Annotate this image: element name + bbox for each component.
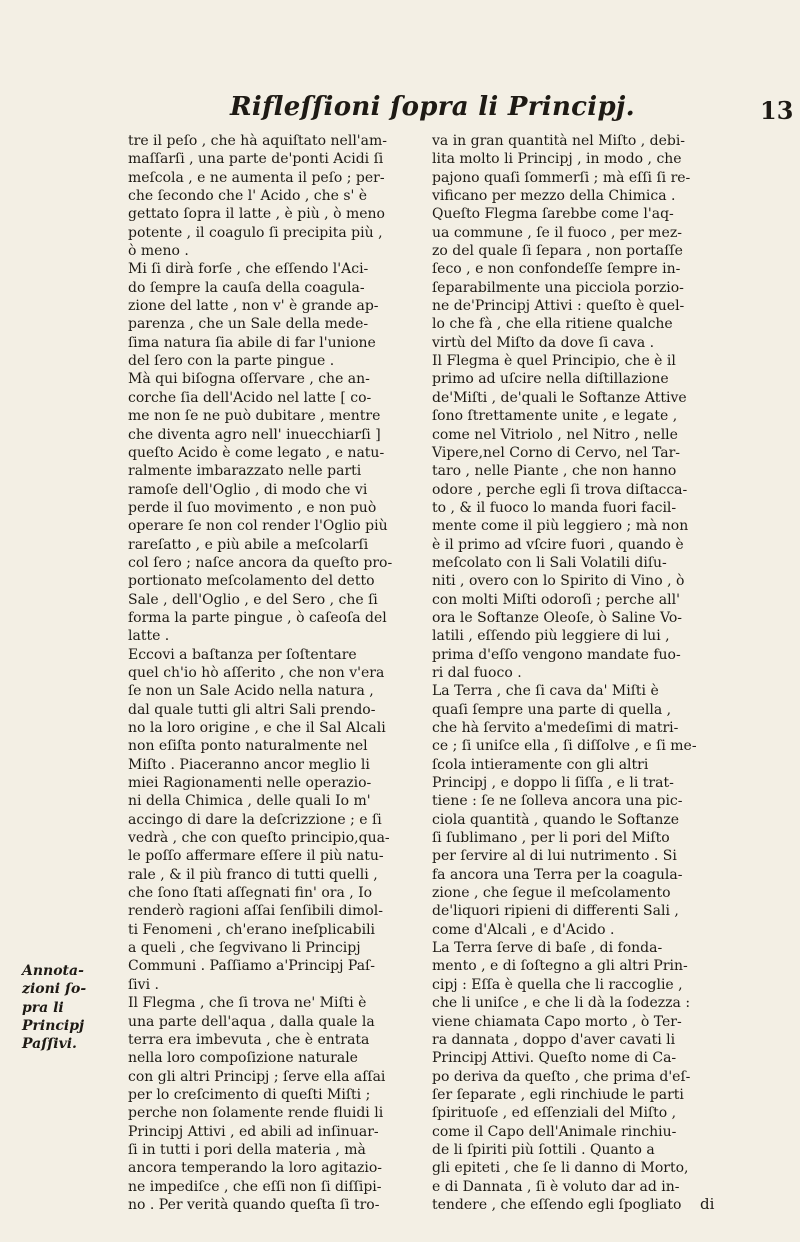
text-line: zione , che ſegue il meſcolamento — [432, 885, 671, 902]
text-line: queſto Acido è come legato , e natu- — [128, 444, 385, 461]
text-line: con gli altri Principj ; ſerve ella aſſai — [128, 1068, 386, 1085]
text-line: Il Flegma , che ſi trova ne' Miſti è — [128, 995, 367, 1012]
text-line: va in gran quantità nel Miſto , debi- — [432, 133, 686, 149]
text-line: ſpirituoſe , ed eſſenziali del Miſto , — [432, 1105, 677, 1122]
text-line: renderò ragioni aſſai ſenſibili dimol- — [128, 903, 383, 920]
text-line: ſer ſeparate , egli rinchiude le parti — [432, 1086, 684, 1103]
text-line: del ſero con la parte pingue . — [128, 353, 335, 370]
left-text-column — [128, 132, 393, 1214]
text-line: ramoſe dell'Oglio , di modo che vi — [128, 481, 368, 498]
text-line: po deriva da queſto , che prima d'eſ- — [432, 1068, 691, 1085]
text-line: le poſſo affermare eſſere il più natu- — [128, 848, 384, 865]
text-line: ſi ſublimano , per li pori del Miſto — [432, 830, 670, 847]
text-line: ſivi . — [128, 976, 159, 993]
text-line: La Terra , che ſi cava da' Miſti è — [432, 683, 659, 700]
text-line: con molti Miſti odoroſi ; perche all' — [432, 591, 680, 608]
text-line: rale , & il più franco di tutti quelli , — [128, 866, 378, 883]
text-line: accingo di dare la deſcrizzione ; e ſi — [128, 811, 382, 828]
text-line: quel ch'io hò aſſerito , che non v'era — [128, 664, 385, 681]
text-line: miei Ragionamenti nelle operazio- — [128, 775, 372, 792]
text-line: che hà ſervito a'medeſimi di matri- — [432, 720, 679, 736]
text-line: niti , overo con lo Spirito di Vino , ò — [432, 573, 685, 590]
text-line: una parte dell'aqua , dalla quale la — [128, 1013, 375, 1030]
text-line: tiene : ſe ne ſolleva ancora una pic- — [432, 793, 683, 810]
margin-note-line: Principj — [22, 1018, 85, 1035]
text-line: Mà qui biſogna oſſervare , che an- — [128, 371, 370, 388]
text-line: è il primo ad vſcire fuori , quando è — [432, 536, 684, 553]
text-line: corche ſia dell'Acido nel latte [ co- — [128, 389, 372, 406]
text-line: virtù del Miſto da dove ſi cava . — [432, 334, 655, 351]
text-line: perche non ſolamente rende fluidi li — [128, 1105, 384, 1122]
running-head: Rifleſſioni ſopra li Principj. — [230, 92, 635, 122]
text-line: ne impediſce , che eſſi non ſi diſſipi- — [128, 1178, 382, 1195]
text-line: zione del latte , non v' è grande ap- — [128, 298, 379, 315]
text-line: latte . — [128, 628, 170, 645]
text-line: do ſempre la cauſa della coagula- — [128, 279, 365, 296]
text-line: mente come il più leggiero ; mà non — [432, 518, 689, 535]
text-line: fa ancora una Terra per la coagula- — [432, 866, 683, 883]
text-line: de'liquori ripieni di differenti Sali , — [432, 903, 679, 920]
text-line: ſe non un Sale Acido nella natura , — [128, 683, 374, 700]
text-line: Vipere,nel Corno di Cervo, nel Tar- — [432, 444, 681, 461]
margin-note-line: pra li — [22, 999, 64, 1016]
text-line: come d'Alcali , e d'Acido . — [432, 921, 615, 938]
text-line: lita molto li Principj , in modo , che — [432, 151, 682, 168]
text-line: Mi ſi dirà forſe , che eſſendo l'Aci- — [128, 261, 369, 278]
text-line: Communi . Paſſiamo a'Principj Paſ- — [128, 958, 375, 975]
text-line: de li ſpiriti più ſottili . Quanto a — [432, 1141, 655, 1158]
text-line: pajono quaſi ſommerſi ; mà eſſi ſi re- — [432, 169, 691, 186]
text-line: meſcolato con li Sali Volatili diſu- — [432, 554, 667, 571]
text-line: mento , e di ſoſtegno a gli altri Prin- — [432, 958, 688, 975]
text-line: ri dal fuoco . — [432, 664, 522, 681]
text-line: primo ad uſcire nella diſtillazione — [432, 371, 669, 388]
text-line: ua commune , ſe il fuoco , per mez- — [432, 224, 682, 241]
text-line: no . Per verità quando queſta ſi tro- — [128, 1196, 380, 1213]
text-line: quaſi ſempre una parte di quella , — [432, 701, 672, 718]
text-line: ni della Chimica , delle quali Io m' — [128, 793, 371, 810]
text-line: meſcola , e ne aumenta il peſo ; per- — [128, 169, 385, 186]
text-line: ra dannata , doppo d'aver cavati li — [432, 1031, 676, 1048]
text-line: come il Capo dell'Animale rinchiu- — [432, 1123, 677, 1140]
text-line: che ſecondo che l' Acido , che s' è — [128, 188, 368, 205]
text-line: ralmente imbarazzato nelle parti — [128, 463, 362, 480]
text-line: taro , nelle Piante , che non hanno — [432, 463, 677, 480]
text-line: per ſervire al di lui nutrimento . Si — [432, 848, 677, 865]
text-line: vificano per mezzo della Chimica . — [432, 188, 676, 205]
text-line: che diventa agro nell' inuecchiarſi ] — [128, 426, 381, 443]
text-line: Eccovi a baſtanza per ſoſtentare — [128, 646, 357, 663]
text-line: Il Flegma è quel Principio, che è il — [432, 353, 676, 370]
right-text-column — [432, 132, 732, 1214]
text-line: ſi in tutti i pori della materia , mà — [128, 1141, 366, 1158]
text-line: ſeco , e non confondeſſe ſempre in- — [432, 261, 681, 278]
text-line: Principj , e doppo li ſiſſa , e li trat- — [432, 775, 674, 792]
text-line: gettato ſopra il latte , è più , ò meno — [128, 206, 385, 223]
text-line: ſima natura ſia abile di far l'unione — [128, 334, 376, 351]
text-line: ti Fenomeni , ch'erano ineſplicabili — [128, 921, 376, 938]
text-line: de'Miſti , de'quali le Softanze Attive — [432, 389, 687, 406]
text-line: Miſto . Piaceranno ancor meglio li — [128, 756, 370, 773]
text-line: non eſiſta ponto naturalmente nel — [128, 738, 368, 755]
text-line: ò meno . — [128, 243, 189, 260]
text-line: perde il ſuo movimento , e non può — [128, 499, 377, 516]
text-line: col ſero ; naſce ancora da queſto pro- — [128, 554, 393, 571]
text-line: Queſto Flegma ſarebbe come l'aq- — [432, 206, 674, 223]
text-line: operare ſe non col render l'Oglio più — [128, 518, 388, 535]
text-line: che ſono ſtati aſſegnati fin' ora , Io — [128, 885, 373, 902]
text-line: no la loro origine , e che il Sal Alcali — [128, 720, 386, 736]
text-line: potente , il coagulo ſi precipita più , — [128, 224, 383, 241]
text-line: rareſatto , e più abile a meſcolarſi — [128, 536, 369, 553]
text-line: latili , eſſendo più leggiere di lui , — [432, 628, 670, 645]
text-line: zo del quale ſi ſepara , non portaſſe — [432, 243, 683, 260]
text-line: vedrà , che con queſto principio,qua- — [128, 830, 390, 847]
text-line: Principj Attivi , ed abili ad inſinuar- — [128, 1123, 379, 1140]
margin-note-line: zioni ſo- — [22, 981, 87, 998]
text-line: come nel Vitriolo , nel Nitro , nelle — [432, 426, 678, 443]
text-line: lo che fà , che ella ritiene qualche — [432, 316, 673, 333]
text-line: portionato meſcolamento del detto — [128, 573, 375, 590]
text-line: ſcola intieramente con gli altri — [432, 756, 649, 773]
page-number: 13 — [760, 96, 794, 125]
text-line: to , & il fuoco lo manda fuori facil- — [432, 499, 677, 516]
text-line: a queli , che ſegvivano li Principj — [128, 940, 361, 957]
text-line: me non ſe ne può dubitare , mentre — [128, 408, 381, 425]
text-line: terra era imbevuta , che è entrata — [128, 1031, 370, 1048]
text-line: ancora temperando la loro agitazio- — [128, 1160, 382, 1177]
text-line: cipj : Eſſa è quella che li raccoglie , — [432, 976, 683, 993]
text-line: Principj Attivi. Queſto nome di Ca- — [432, 1050, 677, 1067]
text-line: che li uniſce , e che li dà la ſodezza : — [432, 995, 691, 1012]
text-line: prima d'eſſo vengono mandate fuo- — [432, 646, 681, 663]
text-line: nella loro compoſizione naturale — [128, 1050, 358, 1067]
text-line: ciola quantità , quando le Softanze — [432, 811, 680, 828]
text-line: tendere , che eſſendo egli ſpogliato — [432, 1196, 682, 1213]
text-line: ora le Softanze Oleoſe, ò Saline Vo- — [432, 609, 682, 626]
margin-note-line: Paſſivi. — [22, 1036, 77, 1053]
catchword: di — [700, 1195, 715, 1213]
text-line: viene chiamata Capo morto , ò Ter- — [432, 1013, 682, 1030]
text-line: forma la parte pingue , ò caſeoſa del — [128, 609, 387, 626]
text-line: e di Dannata , ſi è voluto dar ad in- — [432, 1178, 680, 1195]
text-line: tre il peſo , che hà aquiſtato nell'am- — [128, 133, 387, 149]
text-line: odore , perche egli ſi trova diſtacca- — [432, 481, 688, 498]
text-line: ſeparabilmente una picciola porzio- — [432, 279, 684, 296]
text-line: La Terra ſerve di baſe , di fonda- — [432, 940, 663, 957]
margin-note-line: Annota- — [22, 963, 84, 979]
text-line: ce ; ſi uniſce ella , ſi diſſolve , e ſi me- — [432, 738, 697, 755]
text-line: gli epiteti , che ſe li danno di Morto, — [432, 1160, 689, 1177]
text-line: Sale , dell'Oglio , e del Sero , che ſi — [128, 591, 378, 608]
text-line: maſſarſi , una parte de'ponti Acidi ſi — [128, 151, 384, 168]
text-line: ſono ſtrettamente unite , e legate , — [432, 408, 678, 425]
margin-note — [22, 962, 86, 1054]
text-line: ne de'Principj Attivi : queſto è quel- — [432, 298, 685, 315]
text-line: parenza , che un Sale della mede- — [128, 316, 369, 333]
text-line: per lo creſcimento di queſti Miſti ; — [128, 1086, 371, 1103]
text-line: dal quale tutti gli altri Sali prendo- — [128, 701, 376, 718]
